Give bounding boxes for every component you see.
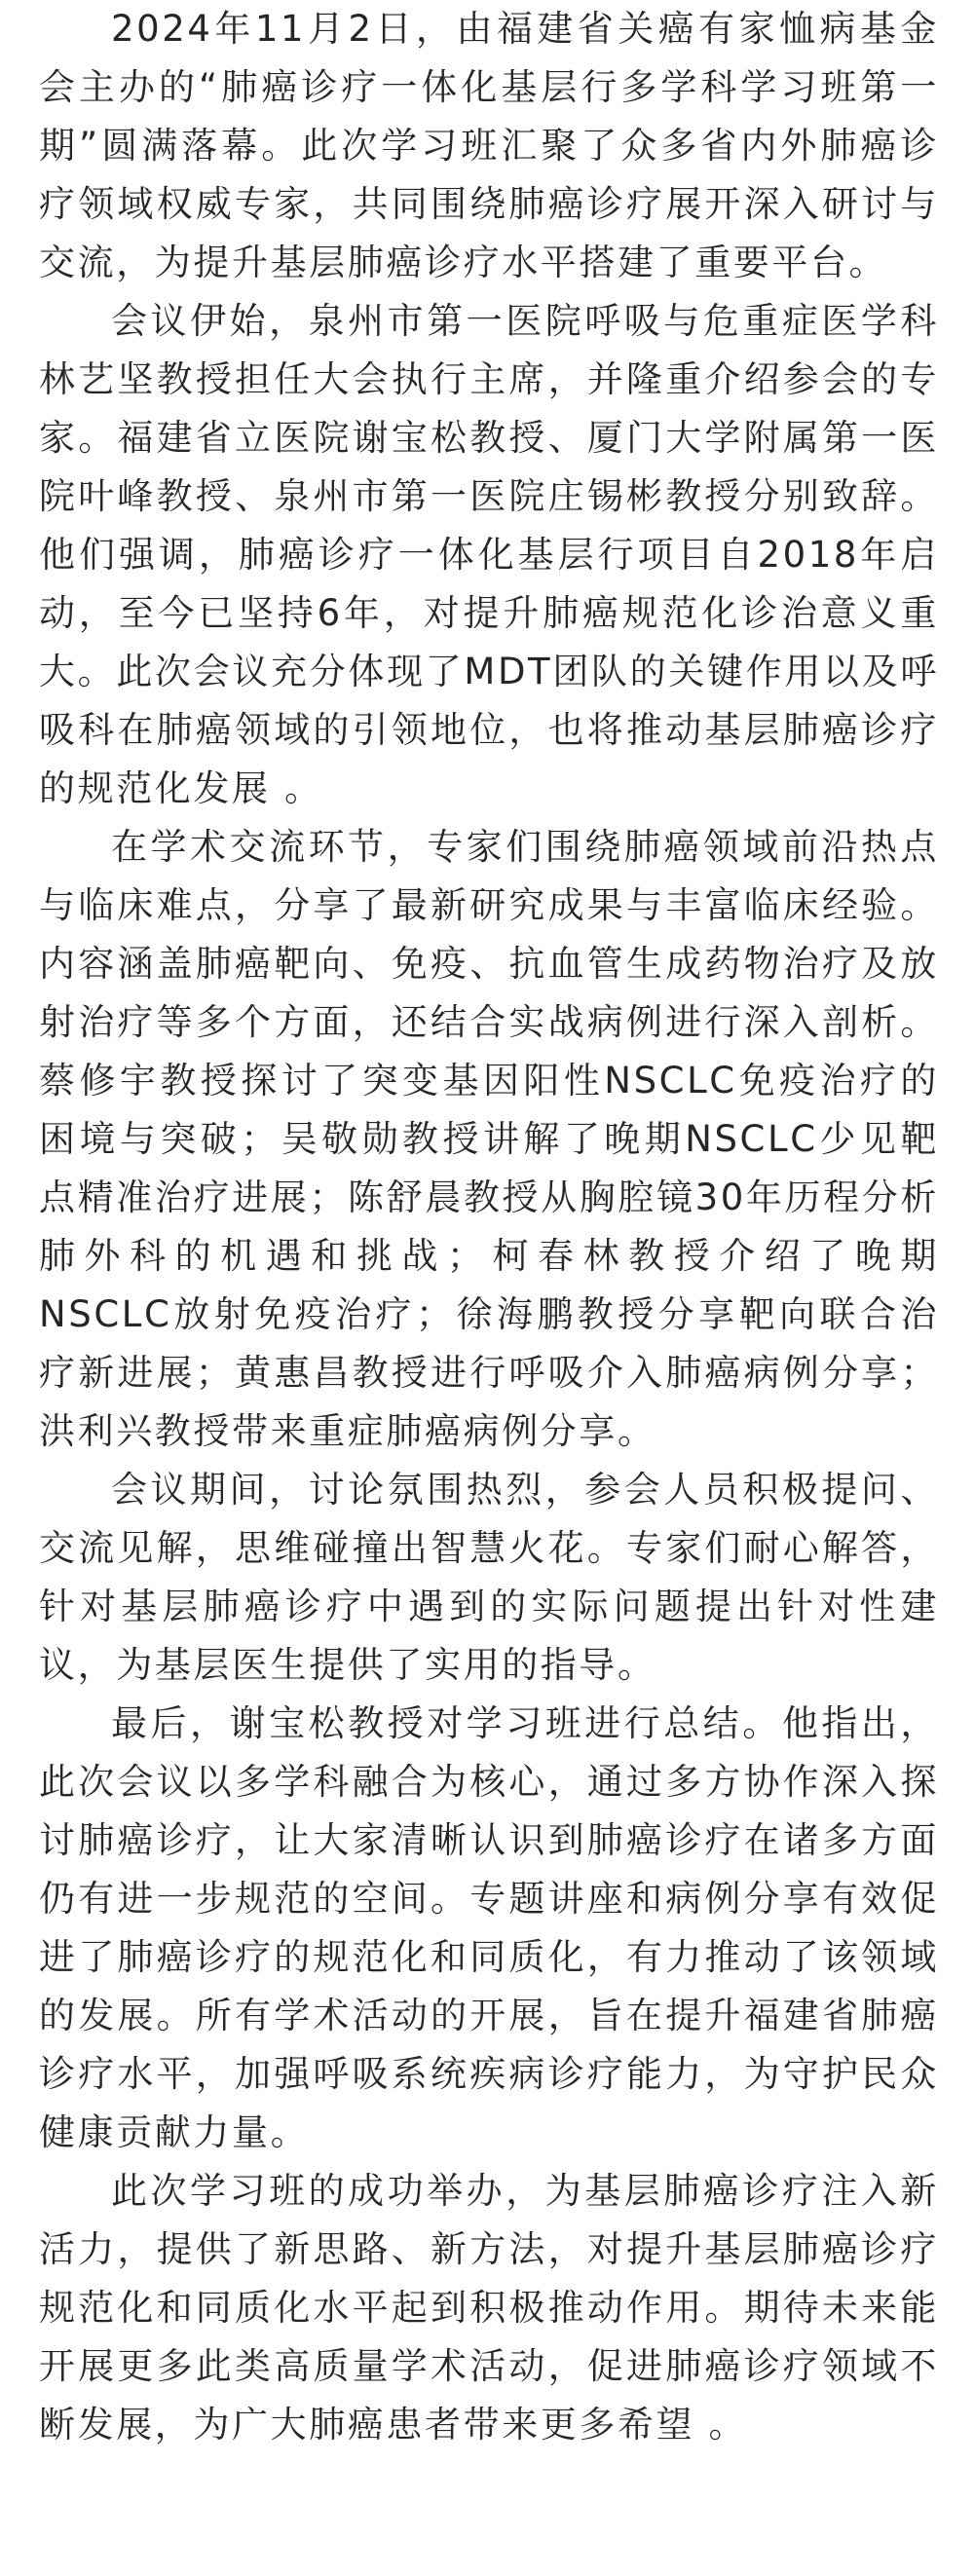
article-body: [39, 0, 939, 2454]
paragraph-discussion: 会议期间，讨论氛围热烈，参会人员积极提问、交流见解，思维碰撞出智慧火花。专家们耐心解答，针对基层肺癌诊疗中遇到的实际问题提出针对性建议，为基层医生提供了实用的指导。: [39, 1469, 939, 1686]
paragraph-academic-exchange: 在学术交流环节，专家们围绕肺癌领域前沿热点与临床难点，分享了最新研究成果与丰富临床经验。内容涵盖肺癌靶向、免疫、抗血管生成药物治疗及放射治疗等多个方面，还结合实战病例进行深入剖析。蔡修宇教授探讨了突变基因阳性NSCLC免疫治疗的困境与突破；吴敬勋教授讲解了晚期NSCLC少见靶点精准治疗进展；陈舒晨教授从胸腔镜30年历程分析肺外科的机遇和挑战；柯春林教授介绍了晚期NSCLC放射免疫治疗；徐海鹏教授分享靶向联合治疗新进展；黄惠昌教授进行呼吸介入肺癌病例分享；洪利兴教授带来重症肺癌病例分享。: [39, 826, 939, 1452]
paragraph-intro: 2024年11月2日，由福建省关癌有家恤病基金会主办的“肺癌诊疗一体化基层行多学科学习班第一期”圆满落幕。此次学习班汇聚了众多省内外肺癌诊疗领域权威专家，共同围绕肺癌诊疗展开深入研讨与交流，为提升基层肺癌诊疗水平搭建了重要平台。: [39, 8, 939, 283]
paragraph-conclusion: 此次学习班的成功举办，为基层肺癌诊疗注入新活力，提供了新思路、新方法，对提升基层肺癌诊疗规范化和同质化水平起到积极推动作用。期待未来能开展更多此类高质量学术活动，促进肺癌诊疗领域不断发展，为广大肺癌患者带来更多希望 。: [39, 2170, 939, 2445]
paragraph-summary: 最后，谢宝松教授对学习班进行总结。他指出，此次会议以多学科融合为核心，通过多方协作深入探讨肺癌诊疗，让大家清晰认识到肺癌诊疗在诸多方面仍有进一步规范的空间。专题讲座和病例分享有效促进了肺癌诊疗的规范化和同质化，有力推动了该领域的发展。所有学术活动的开展，旨在提升福建省肺癌诊疗水平，加强呼吸系统疾病诊疗能力，为守护民众健康贡献力量。: [39, 1702, 939, 2153]
paragraph-opening: 会议伊始，泉州市第一医院呼吸与危重症医学科林艺坚教授担任大会执行主席，并隆重介绍参会的专家。福建省立医院谢宝松教授、厦门大学附属第一医院叶峰教授、泉州市第一医院庄锡彬教授分别致辞。他们强调，肺癌诊疗一体化基层行项目自2018年启动，至今已坚持6年，对提升肺癌规范化诊治意义重大。此次会议充分体现了MDT团队的关键作用以及呼吸科在肺癌领域的引领地位，也将推动基层肺癌诊疗的规范化发展 。: [39, 300, 939, 809]
